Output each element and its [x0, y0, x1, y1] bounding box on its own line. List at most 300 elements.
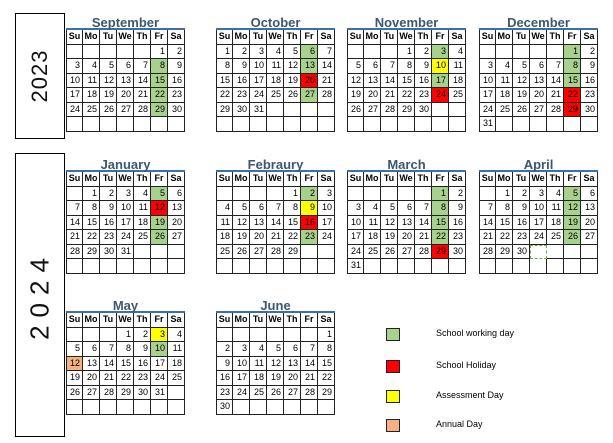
empty-cell [117, 45, 134, 60]
weekday-header: Mo [233, 172, 250, 187]
day-cell: 7 [134, 59, 151, 74]
day-cell: 22 [564, 88, 581, 103]
day-cell: 29 [432, 245, 449, 260]
empty-cell [564, 245, 581, 260]
empty-cell [117, 400, 134, 415]
day-cell: 1 [83, 187, 100, 202]
day-cell: 18 [496, 88, 513, 103]
day-cell: 13 [581, 201, 598, 216]
weekday-header: Mo [496, 30, 513, 45]
day-cell: 7 [267, 201, 284, 216]
month-october [216, 15, 335, 132]
day-cell: 11 [449, 59, 466, 74]
month-january [66, 157, 185, 274]
empty-cell [250, 400, 267, 415]
empty-cell [318, 259, 335, 274]
weekday-header: We [398, 30, 415, 45]
empty-cell [284, 328, 301, 343]
day-cell: 12 [233, 216, 250, 231]
day-cell: 21 [267, 230, 284, 245]
empty-cell [530, 117, 547, 132]
month-march [347, 157, 466, 274]
empty-cell [284, 259, 301, 274]
day-cell: 26 [347, 103, 364, 118]
day-cell: 29 [496, 245, 513, 260]
empty-cell [301, 400, 318, 415]
month-grid [347, 30, 466, 132]
day-cell: 22 [83, 230, 100, 245]
weekday-header: Sa [168, 172, 185, 187]
day-cell: 17 [151, 357, 168, 372]
empty-cell [134, 400, 151, 415]
empty-cell [250, 187, 267, 202]
day-cell: 1 [216, 45, 233, 60]
day-cell: 11 [496, 74, 513, 89]
weekday-header: Tu [381, 172, 398, 187]
day-cell: 30 [513, 245, 530, 260]
year-2023-label: 2023 [27, 49, 52, 103]
day-cell: 14 [301, 357, 318, 372]
day-cell: 6 [364, 59, 381, 74]
day-cell: 20 [364, 88, 381, 103]
day-cell: 13 [364, 74, 381, 89]
day-cell: 10 [318, 201, 335, 216]
legend-label-annual: Annual Day [436, 419, 483, 429]
empty-cell [318, 400, 335, 415]
empty-cell [513, 259, 530, 274]
day-cell: 19 [381, 230, 398, 245]
day-cell: 2 [581, 45, 598, 60]
day-cell: 15 [83, 216, 100, 231]
day-cell: 29 [564, 103, 581, 118]
day-cell: 11 [267, 59, 284, 74]
day-cell: 24 [318, 230, 335, 245]
empty-cell [364, 259, 381, 274]
month-grid [479, 172, 598, 274]
month-may [66, 298, 185, 415]
month-title: January [66, 157, 185, 172]
year-2024-label: 2024 [24, 250, 55, 340]
empty-cell [496, 117, 513, 132]
day-cell: 15 [398, 74, 415, 89]
empty-cell [398, 187, 415, 202]
empty-cell [364, 45, 381, 60]
empty-cell [347, 45, 364, 60]
day-cell: 8 [564, 59, 581, 74]
day-cell: 30 [415, 103, 432, 118]
empty-cell [250, 328, 267, 343]
empty-cell [100, 328, 117, 343]
day-cell: 19 [564, 216, 581, 231]
day-cell: 4 [267, 45, 284, 60]
day-cell: 25 [83, 103, 100, 118]
day-cell: 18 [547, 216, 564, 231]
day-cell: 29 [398, 103, 415, 118]
day-cell: 14 [318, 59, 335, 74]
day-cell: 2 [168, 45, 185, 60]
day-cell: 21 [415, 230, 432, 245]
weekday-header: Su [66, 313, 83, 328]
weekday-header: Tu [513, 30, 530, 45]
empty-cell [479, 187, 496, 202]
day-cell: 2 [134, 328, 151, 343]
weekday-header: Th [547, 172, 564, 187]
day-cell: 10 [432, 59, 449, 74]
day-cell: 8 [284, 201, 301, 216]
day-cell: 17 [530, 216, 547, 231]
day-cell: 27 [117, 103, 134, 118]
weekday-header: Th [415, 172, 432, 187]
day-cell: 21 [547, 88, 564, 103]
empty-cell [581, 245, 598, 260]
day-cell: 29 [318, 386, 335, 401]
empty-cell [168, 245, 185, 260]
day-cell: 1 [284, 187, 301, 202]
empty-cell [318, 117, 335, 132]
empty-cell [134, 259, 151, 274]
weekday-header: Fr [301, 172, 318, 187]
day-cell: 4 [134, 187, 151, 202]
day-cell: 28 [479, 245, 496, 260]
day-cell: 20 [581, 216, 598, 231]
day-cell: 19 [513, 88, 530, 103]
day-cell: 21 [134, 88, 151, 103]
weekday-header: Mo [83, 313, 100, 328]
day-cell: 26 [267, 386, 284, 401]
day-cell: 10 [117, 201, 134, 216]
day-cell: 20 [301, 74, 318, 89]
empty-cell [581, 259, 598, 274]
empty-cell [216, 117, 233, 132]
month-april [479, 157, 598, 274]
day-cell: 11 [134, 201, 151, 216]
day-cell: 31 [151, 386, 168, 401]
empty-cell [151, 259, 168, 274]
day-cell: 25 [216, 245, 233, 260]
day-cell: 24 [117, 230, 134, 245]
day-cell: 30 [581, 103, 598, 118]
empty-cell [301, 103, 318, 118]
weekday-header: Sa [581, 30, 598, 45]
day-cell: 28 [381, 103, 398, 118]
day-cell: 2 [415, 45, 432, 60]
year-2023-box [15, 13, 65, 139]
day-cell: 26 [100, 103, 117, 118]
day-cell: 21 [301, 371, 318, 386]
weekday-header: We [267, 172, 284, 187]
day-cell: 19 [347, 88, 364, 103]
day-cell: 7 [318, 45, 335, 60]
weekday-header: Mo [496, 172, 513, 187]
day-cell: 25 [134, 230, 151, 245]
legend-swatch-holiday [386, 360, 400, 373]
weekday-header: Su [66, 30, 83, 45]
day-cell: 23 [100, 230, 117, 245]
empty-cell [479, 259, 496, 274]
day-cell: 23 [513, 230, 530, 245]
day-cell: 2 [233, 45, 250, 60]
day-cell: 13 [530, 74, 547, 89]
day-cell: 15 [318, 357, 335, 372]
day-cell: 28 [318, 88, 335, 103]
empty-cell [134, 245, 151, 260]
weekday-header: Su [216, 30, 233, 45]
day-cell: 6 [168, 187, 185, 202]
day-cell: 22 [318, 371, 335, 386]
day-cell: 26 [151, 230, 168, 245]
empty-cell [581, 117, 598, 132]
day-cell: 15 [216, 74, 233, 89]
day-cell: 27 [83, 386, 100, 401]
weekday-header: Th [284, 313, 301, 328]
month-title: October [216, 15, 335, 30]
day-cell: 14 [415, 216, 432, 231]
day-cell: 8 [117, 342, 134, 357]
day-cell: 24 [432, 88, 449, 103]
weekday-header: We [530, 30, 547, 45]
weekday-header: Fr [432, 30, 449, 45]
day-cell: 27 [301, 88, 318, 103]
day-cell: 6 [117, 59, 134, 74]
weekday-header: Mo [364, 30, 381, 45]
day-cell: 17 [233, 371, 250, 386]
day-cell: 26 [564, 230, 581, 245]
month-grid [216, 172, 335, 274]
empty-cell [564, 117, 581, 132]
empty-cell [398, 117, 415, 132]
day-cell: 25 [496, 103, 513, 118]
empty-cell [216, 187, 233, 202]
day-cell: 27 [284, 386, 301, 401]
day-cell: 14 [381, 74, 398, 89]
empty-cell [100, 400, 117, 415]
weekday-header: Fr [564, 172, 581, 187]
day-cell: 9 [449, 201, 466, 216]
day-cell: 11 [547, 201, 564, 216]
day-cell: 3 [117, 187, 134, 202]
day-cell: 31 [250, 103, 267, 118]
empty-cell [83, 259, 100, 274]
weekday-header: We [117, 313, 134, 328]
day-cell: 7 [547, 59, 564, 74]
empty-cell [117, 117, 134, 132]
weekday-header: Sa [168, 30, 185, 45]
day-cell: 10 [479, 74, 496, 89]
empty-cell [284, 117, 301, 132]
day-cell: 19 [284, 74, 301, 89]
empty-cell [301, 117, 318, 132]
day-cell: 2 [449, 187, 466, 202]
empty-cell [66, 117, 83, 132]
day-cell: 4 [364, 201, 381, 216]
day-cell: 30 [168, 103, 185, 118]
legend-label-assess: Assessment Day [436, 390, 504, 400]
day-cell: 3 [479, 59, 496, 74]
day-cell: 10 [250, 59, 267, 74]
day-cell: 8 [398, 59, 415, 74]
weekday-header: Mo [364, 172, 381, 187]
empty-cell [267, 328, 284, 343]
legend-label-work: School working day [436, 328, 515, 338]
month-grid [216, 313, 335, 415]
empty-cell [66, 187, 83, 202]
day-cell: 18 [449, 74, 466, 89]
day-cell: 28 [66, 245, 83, 260]
day-cell: 22 [432, 230, 449, 245]
legend-swatch-assess [386, 390, 400, 403]
day-cell: 27 [398, 245, 415, 260]
day-cell: 20 [250, 230, 267, 245]
day-cell: 23 [449, 230, 466, 245]
empty-cell [301, 245, 318, 260]
day-cell: 7 [66, 201, 83, 216]
day-cell: 13 [301, 59, 318, 74]
weekday-header: Su [66, 172, 83, 187]
empty-cell [267, 103, 284, 118]
day-cell: 9 [233, 59, 250, 74]
weekday-header: Tu [100, 30, 117, 45]
day-cell: 14 [547, 74, 564, 89]
empty-cell [267, 259, 284, 274]
day-cell: 21 [381, 88, 398, 103]
day-cell: 19 [100, 88, 117, 103]
empty-cell [530, 45, 547, 60]
day-cell: 23 [216, 386, 233, 401]
weekday-header: Tu [250, 172, 267, 187]
day-cell: 15 [564, 74, 581, 89]
day-cell: 1 [117, 328, 134, 343]
weekday-header: Sa [318, 172, 335, 187]
day-cell: 23 [168, 88, 185, 103]
day-cell: 13 [83, 357, 100, 372]
legend-swatch-annual [386, 419, 400, 432]
day-cell: 12 [347, 74, 364, 89]
day-cell: 28 [134, 103, 151, 118]
empty-cell [250, 259, 267, 274]
weekday-header: We [398, 172, 415, 187]
empty-cell [449, 259, 466, 274]
day-cell: 15 [496, 216, 513, 231]
empty-cell [496, 45, 513, 60]
day-cell: 5 [284, 45, 301, 60]
empty-cell [233, 259, 250, 274]
day-cell: 24 [66, 103, 83, 118]
day-cell: 12 [284, 59, 301, 74]
month-grid [66, 172, 185, 274]
day-cell: 30 [100, 245, 117, 260]
month-grid [347, 172, 466, 274]
day-cell: 18 [267, 74, 284, 89]
weekday-header: Tu [100, 172, 117, 187]
weekday-header: Mo [83, 172, 100, 187]
empty-cell [284, 103, 301, 118]
empty-cell [168, 400, 185, 415]
empty-cell [83, 117, 100, 132]
day-cell: 10 [151, 342, 168, 357]
day-cell: 22 [117, 371, 134, 386]
year-2024-box [15, 153, 65, 437]
legend-swatch-work [386, 328, 400, 341]
weekday-header: Th [134, 30, 151, 45]
day-cell: 30 [216, 400, 233, 415]
day-cell: 14 [100, 357, 117, 372]
day-cell: 20 [117, 88, 134, 103]
month-june [216, 298, 335, 415]
day-cell: 15 [151, 74, 168, 89]
weekday-header: Sa [449, 172, 466, 187]
month-december [479, 15, 598, 132]
empty-cell [267, 187, 284, 202]
day-cell: 5 [151, 187, 168, 202]
month-grid [479, 30, 598, 132]
weekday-header: Tu [513, 172, 530, 187]
day-cell: 26 [233, 245, 250, 260]
day-cell: 14 [267, 216, 284, 231]
empty-cell [83, 328, 100, 343]
day-cell: 14 [479, 216, 496, 231]
day-cell: 3 [151, 328, 168, 343]
day-cell: 8 [151, 59, 168, 74]
empty-cell [216, 259, 233, 274]
weekday-header: Th [415, 30, 432, 45]
day-cell: 4 [449, 45, 466, 60]
empty-cell [496, 259, 513, 274]
day-cell: 18 [134, 216, 151, 231]
day-cell: 22 [216, 88, 233, 103]
weekday-header: We [267, 313, 284, 328]
empty-cell [100, 117, 117, 132]
day-cell: 6 [284, 342, 301, 357]
empty-cell [151, 245, 168, 260]
day-cell: 16 [100, 216, 117, 231]
day-cell: 19 [66, 371, 83, 386]
weekday-header: Sa [318, 30, 335, 45]
month-grid [216, 30, 335, 132]
weekday-header: Fr [432, 172, 449, 187]
weekday-header: Th [284, 172, 301, 187]
day-cell: 4 [547, 187, 564, 202]
weekday-header: Sa [168, 313, 185, 328]
day-cell: 16 [216, 371, 233, 386]
day-cell: 10 [66, 74, 83, 89]
month-november [347, 15, 466, 132]
empty-cell [479, 45, 496, 60]
empty-cell [216, 328, 233, 343]
empty-cell [432, 117, 449, 132]
day-cell: 27 [250, 245, 267, 260]
empty-cell [415, 259, 432, 274]
day-cell: 4 [216, 201, 233, 216]
day-cell: 28 [415, 245, 432, 260]
empty-cell [564, 259, 581, 274]
empty-cell [100, 45, 117, 60]
empty-cell [233, 117, 250, 132]
weekday-header: We [117, 30, 134, 45]
month-september [66, 15, 185, 132]
empty-cell [530, 245, 547, 260]
day-cell: 2 [301, 187, 318, 202]
day-cell: 23 [301, 230, 318, 245]
day-cell: 26 [381, 245, 398, 260]
weekday-header: Mo [83, 30, 100, 45]
empty-cell [301, 259, 318, 274]
weekday-header: Tu [250, 30, 267, 45]
empty-cell [381, 259, 398, 274]
weekday-header: Tu [100, 313, 117, 328]
weekday-header: Sa [581, 172, 598, 187]
day-cell: 11 [364, 216, 381, 231]
day-cell: 9 [301, 201, 318, 216]
